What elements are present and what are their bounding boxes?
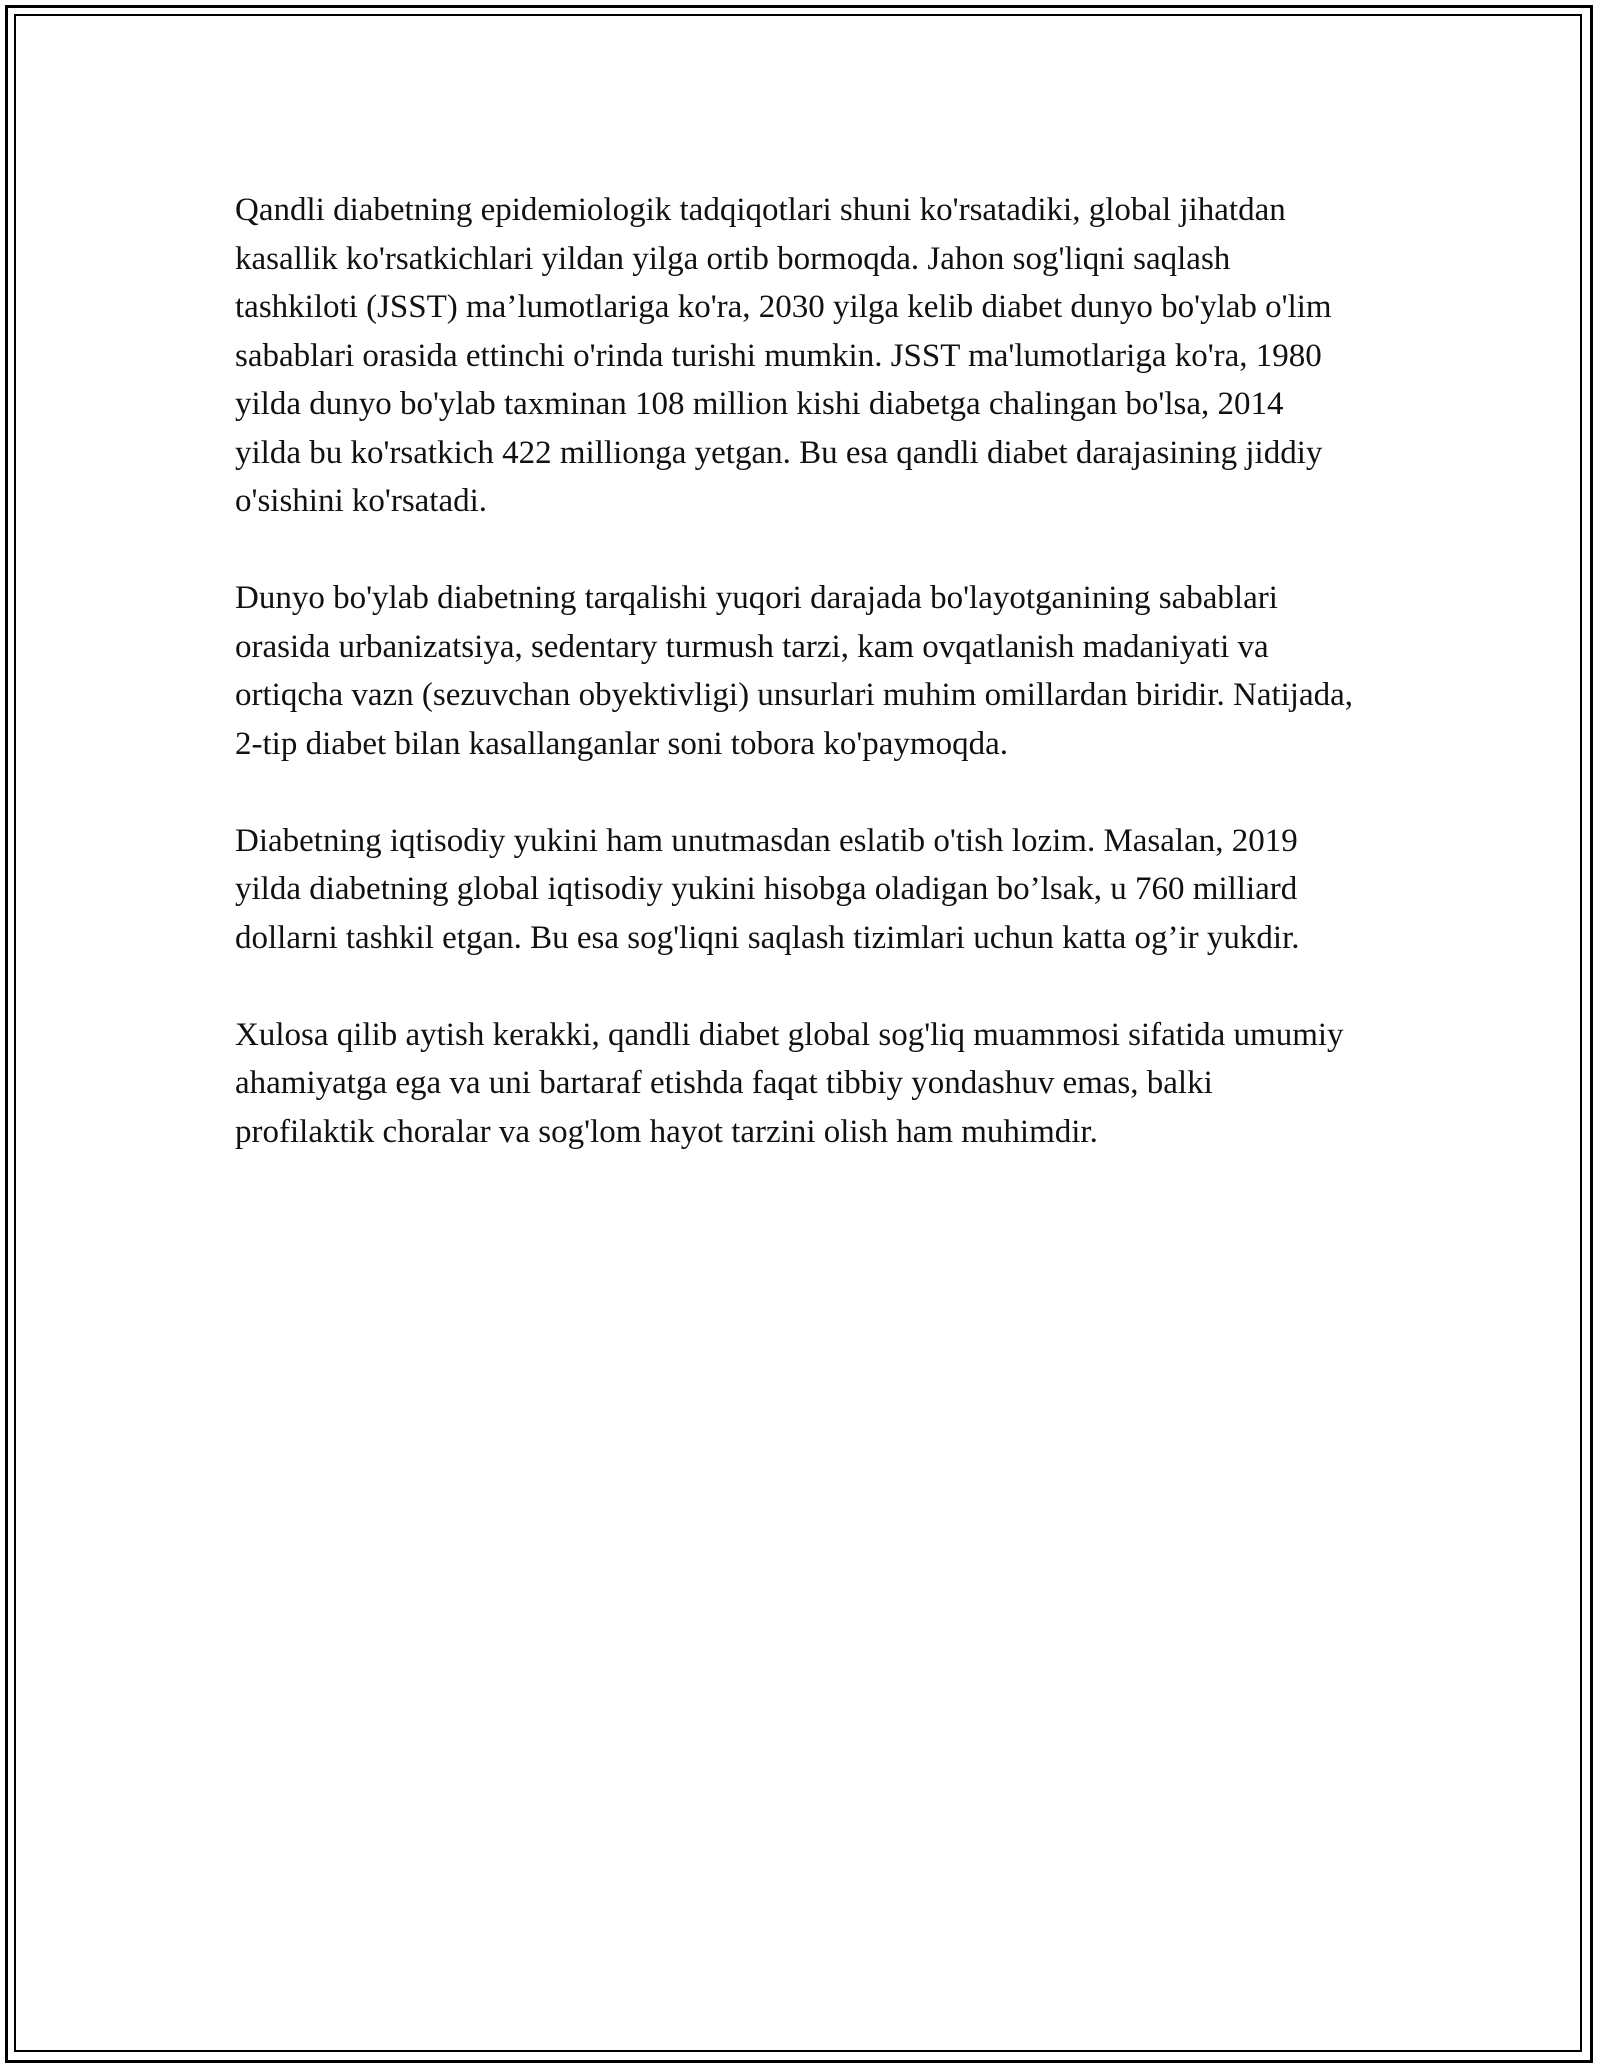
- document-body: [235, 186, 1355, 1205]
- paragraph-epidemiology: Qandli diabetning epidemiologik tadqiqotlari shuni ko'rsatadiki, global jihatdan kasallik ko'rsatkichlari yildan yilga ortib bormoqda. Jahon sog'liqni saqlash tashkiloti (JSST) ma’lumotlariga ko'ra, 2030 yilga kelib diabet dunyo bo'ylab o'lim sabablari orasida ettinchi o'rinda turishi mumkin. JSST ma'lumotlariga ko'ra, 1980 yilda dunyo bo'ylab taxminan 108 million kishi diabetga chalingan bo'lsa, 2014 yilda bu ko'rsatkich 422 millionga yetgan. Bu esa qandli diabet darajasining jiddiy o'sishini ko'rsatadi.: [235, 192, 1332, 519]
- paragraph-economic-burden: Diabetning iqtisodiy yukini ham unutmasdan eslatib o'tish lozim. Masalan, 2019 yilda diabetning global iqtisodiy yukini hisobga oladigan bo’lsak, u 760 milliard dollarni tashkil etgan. Bu esa sog'liqni saqlash tizimlari uchun katta og’ir yukdir.: [235, 822, 1300, 956]
- paragraph-conclusion: Xulosa qilib aytish kerakki, qandli diabet global sog'liq muammosi sifatida umumiy ahamiyatga ega va uni bartaraf etishda faqat tibbiy yondashuv emas, balki profilaktik choralar va sog'lom hayot tarzini olish ham muhimdir.: [235, 1016, 1344, 1150]
- paragraph-causes: Dunyo bo'ylab diabetning tarqalishi yuqori darajada bo'layotganining sabablari orasida urbanizatsiya, sedentary turmush tarzi, kam ovqatlanish madaniyati va ortiqcha vazn (sezuvchan obyektivligi) unsurlari muhim omillardan biridir. Natijada, 2-tip diabet bilan kasallanganlar soni tobora ko'paymoqda.: [235, 580, 1354, 762]
